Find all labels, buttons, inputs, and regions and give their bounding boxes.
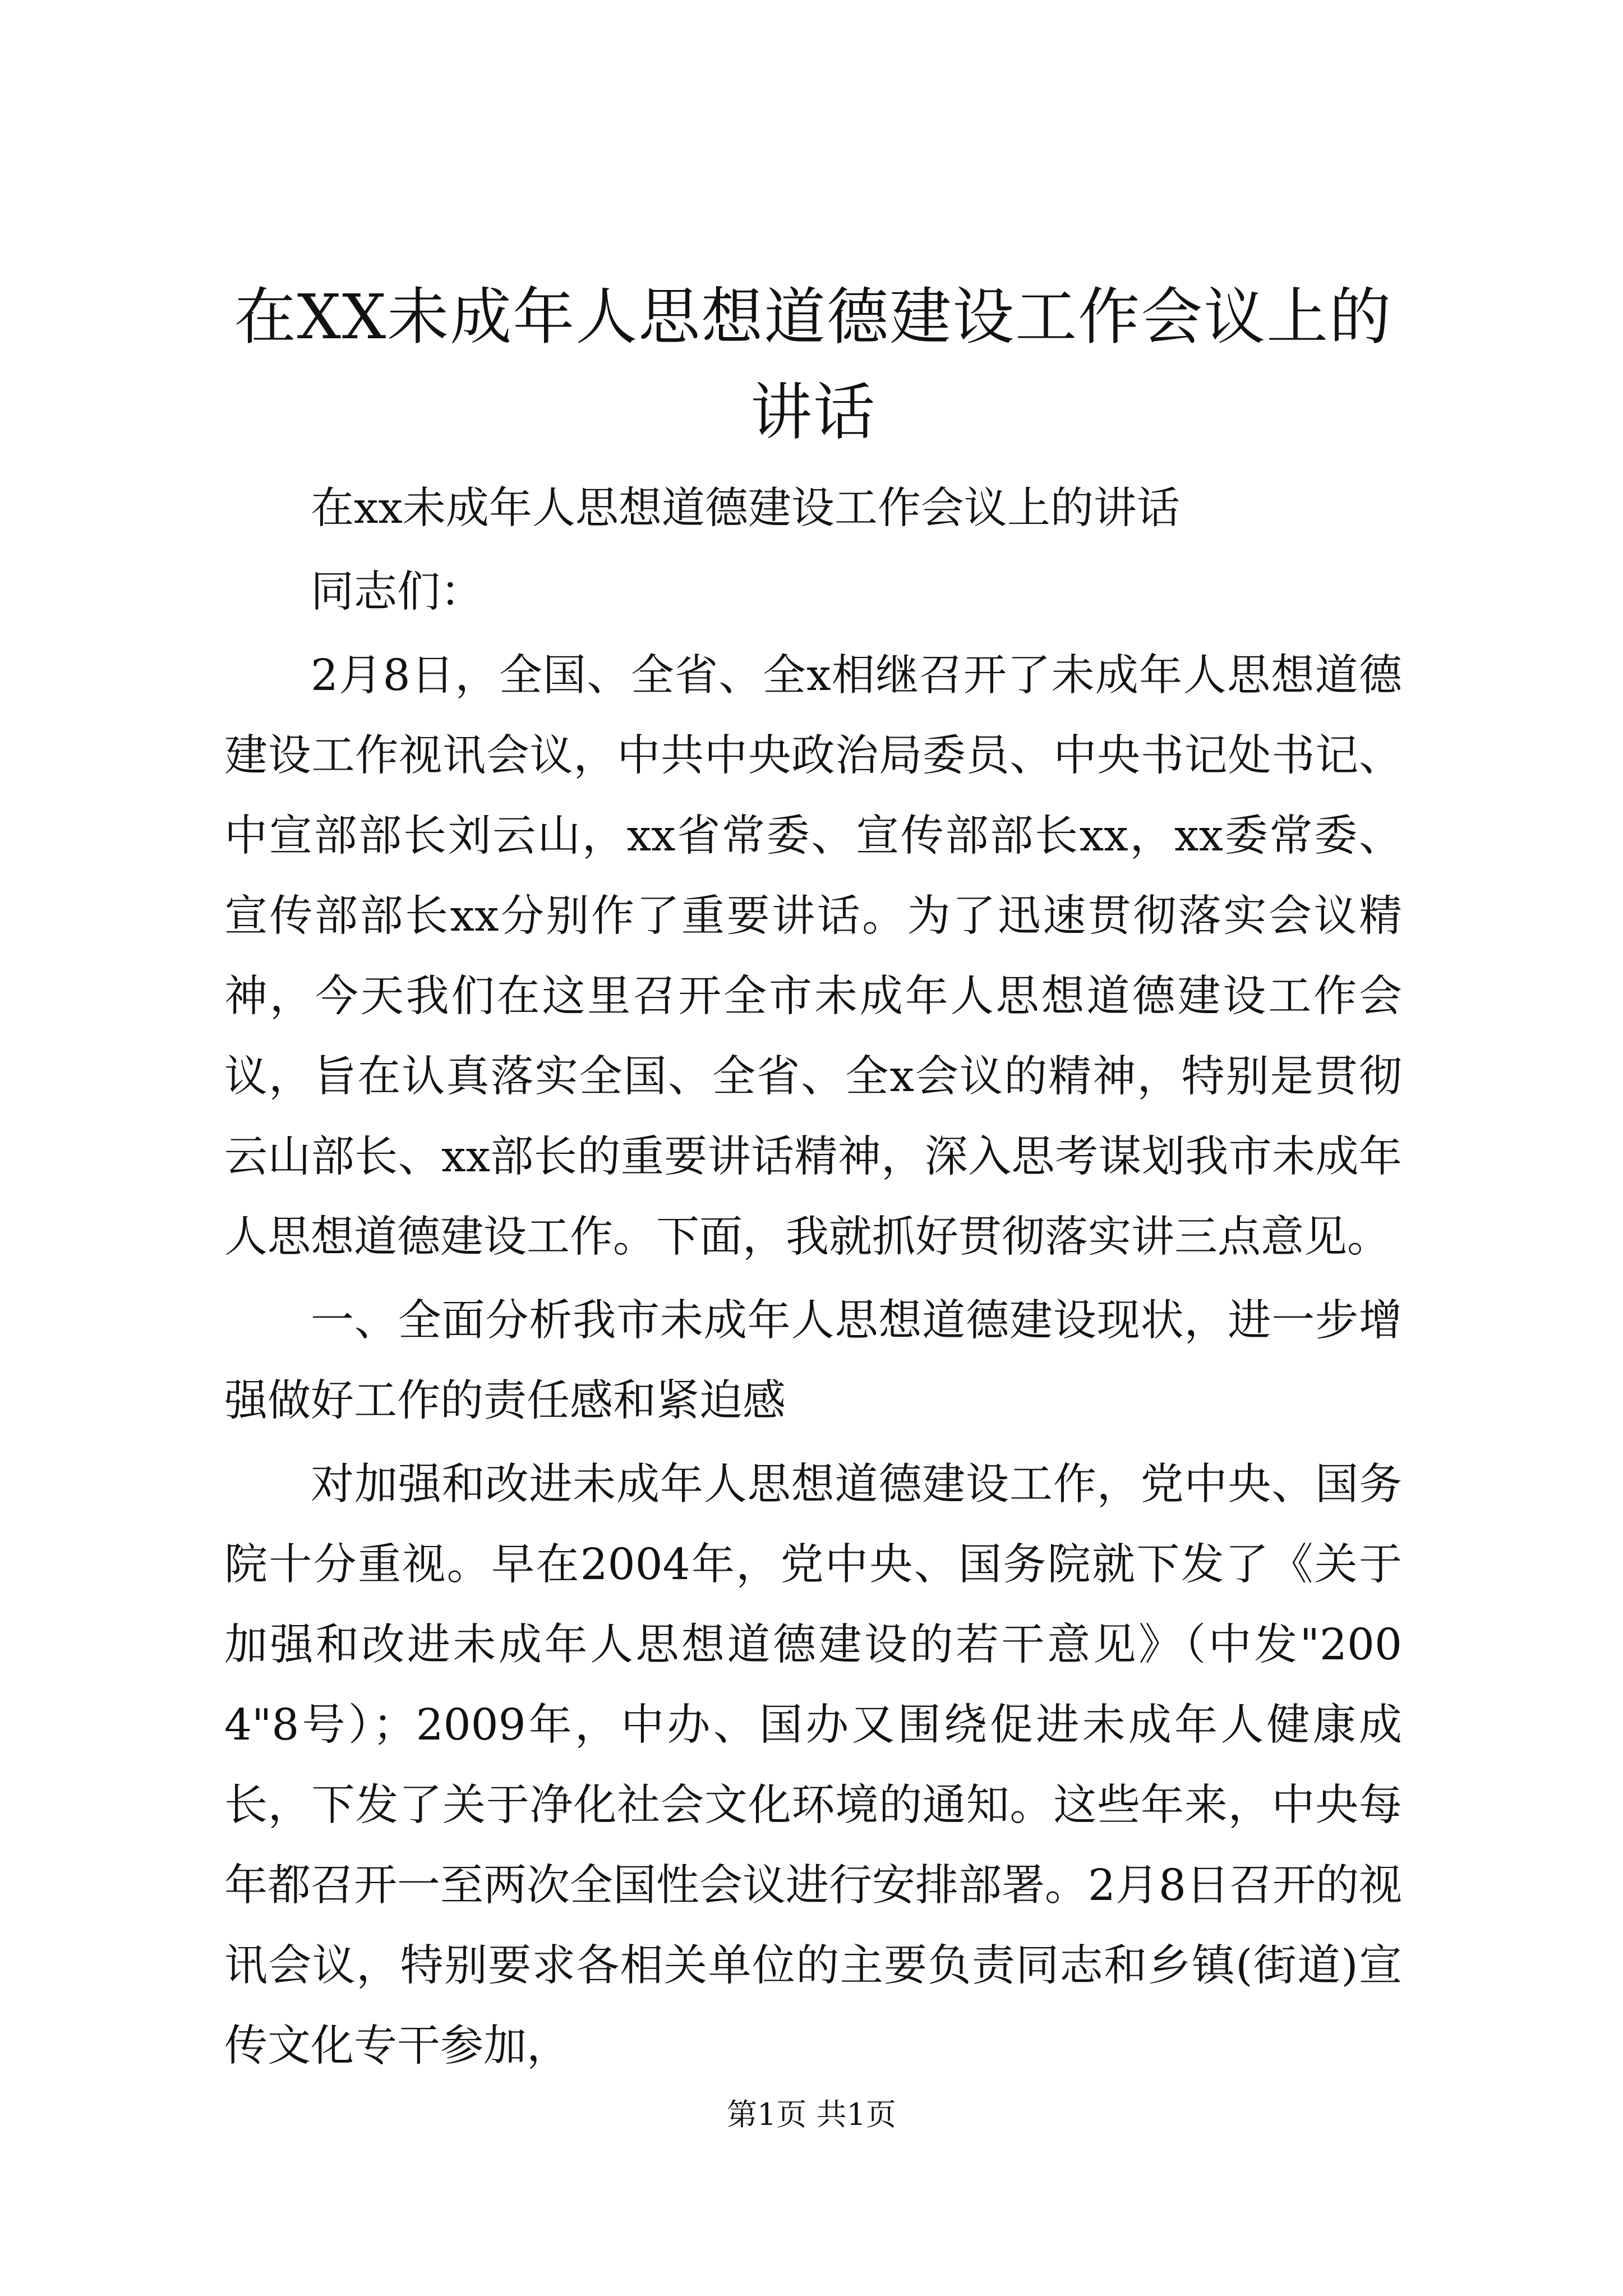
paragraph-salutation: 同志们： — [311, 567, 483, 617]
paragraph-subtitle: 在xx未成年人思想道德建设工作会议上的讲话 — [311, 484, 1180, 533]
paragraph-body: 对加强和改进未成年人思想道德建设工作，党中央、国务院十分重视。早在2004年，党中央、国务院就下发了《关于加强和改进未成年人思想道德建设的若干意见》（中发"2004"8号）；2009年，中办、国办又围绕促进未成年人健康成长，下发了关于净化社会文化环境的通知。这些年来，中央每年都召开一至两次全国性会议进行安排部署。2月8日召开的视讯会议，特别要求各相关单位的主要负责同志和乡镇(街道)宣传文化专干参加， — [224, 1460, 1402, 2071]
document-title: 在XX未成年人思想道德建设工作会议上的讲话 — [234, 281, 1393, 448]
document-body — [224, 468, 1402, 2090]
paragraph-section-heading: 一、全面分析我市未成年人思想道德建设现状，进一步增强做好工作的责任感和紧迫感 — [224, 1296, 1402, 1426]
page-number-label: 第1页 共1页 — [727, 2097, 896, 2132]
page-footer — [0, 2095, 1623, 2134]
paragraph-intro: 2月8日，全国、全省、全x相继召开了未成年人思想道德建设工作视讯会议，中共中央政治局委员、中央书记处书记、中宣部部长刘云山，xx省常委、宣传部部长xx，xx委常委、宣传部部长xx分别作了重要讲话。为了迅速贯彻落实会议精神，今天我们在这里召开全市未成年人思想道德建设工作会议，旨在认真落实全国、全省、全x会议的精神，特别是贯彻云山部长、xx部长的重要讲话精神，深入思考谋划我市未成年人思想道德建设工作。下面，我就抓好贯彻落实讲三点意见。 — [224, 651, 1402, 1262]
